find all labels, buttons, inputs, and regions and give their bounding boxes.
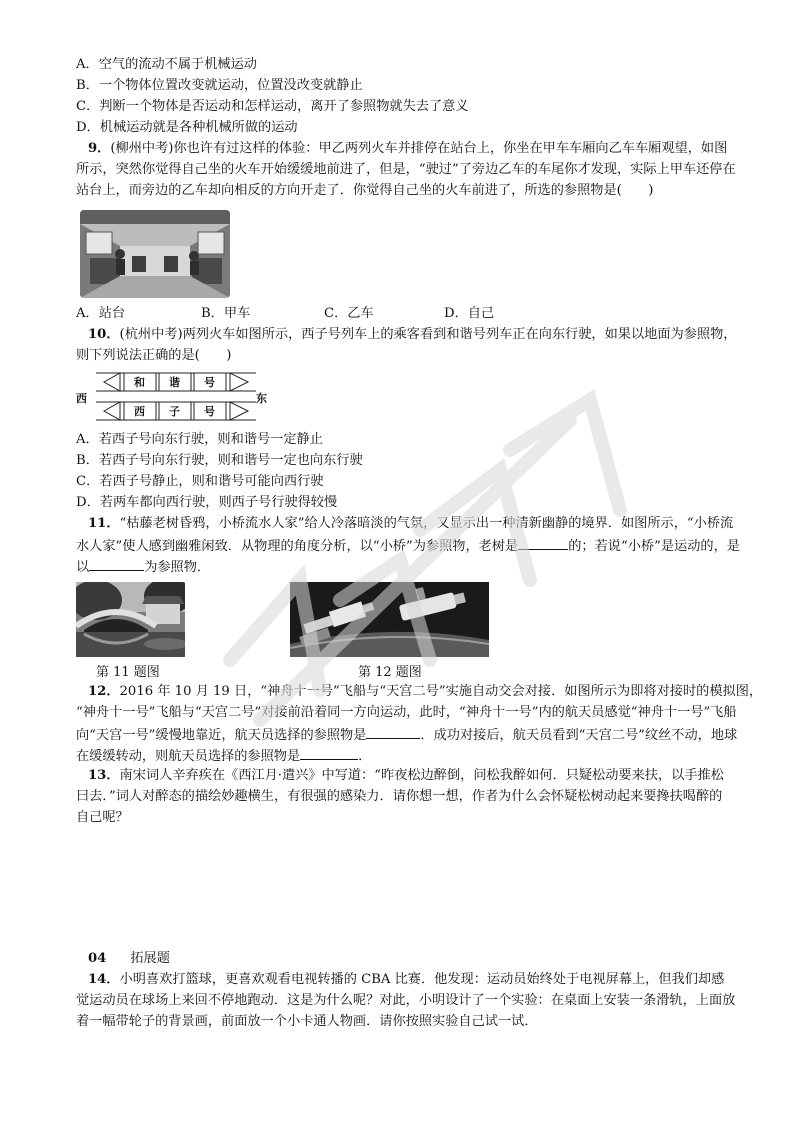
q13-line-1 xyxy=(88,766,724,786)
q14-line-3: 着一幅带轮子的背景画，前面放一个小卡通人物画．请你按照实验自己试一试． xyxy=(76,1014,538,1029)
q9-options xyxy=(76,304,494,324)
train-bottom-car-2: 子 xyxy=(169,405,180,418)
q12-line-2: “神舟十一号”飞船与“天宫二号”对接前沿着同一方向运动，此时，“神舟十一号”内的航天员感觉“神舟十一号”飞船 xyxy=(76,705,737,720)
q11-line-1 xyxy=(88,514,733,534)
q12-text-3a: 向“天宫一号”缓慢地靠近，航天员选择的参照物是 xyxy=(76,728,367,743)
section-04-heading xyxy=(88,949,170,969)
q13-number: 13． xyxy=(88,768,120,783)
q14-number: 14． xyxy=(88,972,120,987)
two-trains-diagram xyxy=(76,368,276,428)
q12-text-4b: ． xyxy=(358,749,372,764)
q11-text-3a: 以 xyxy=(76,560,90,575)
q11-line-3 xyxy=(76,556,210,578)
spacecraft-docking-image xyxy=(290,582,489,657)
q8-option-a: A．空气的流动不属于机械运动 xyxy=(76,57,257,72)
q9-line-3: 站台上，而旁边的乙车却向相反的方向开走了．你觉得自己坐的火车前进了，所选的参照物是( ) xyxy=(76,183,654,198)
q12-line-3 xyxy=(76,724,737,746)
q12-line-1 xyxy=(88,682,762,702)
q13-line-2: 曰去．”词人对醉态的描绘妙趣横生，有很强的感染力．请你想一想，作者为什么会怀疑松树动起来要搀扶喝醉的 xyxy=(76,789,723,804)
q12-blank-1[interactable] xyxy=(366,724,420,739)
q9-option-b: B．甲车 xyxy=(201,306,251,321)
q14-text-1: 小明喜欢打篮球，更喜欢观看电视转播的 CBA 比赛．他发现：运动员始终处于电视屏幕上，但我们却感 xyxy=(119,972,725,987)
q12-figure-caption: 第 12 题图 xyxy=(358,665,422,680)
train-top-car-2: 谐 xyxy=(169,376,180,389)
q12-text-1: 2016 年 10 月 19 日，“神舟十一号”飞船与“天宫二号”实施自动交会对接．如图所示为即将对接时的模拟图， xyxy=(119,684,763,699)
q10-option-d: D．若两车都向西行驶，则西子号行驶得较慢 xyxy=(76,495,338,510)
q10-option-b: B．若西子号向东行驶，则和谐号一定也向东行驶 xyxy=(76,453,363,468)
q12-text-4a: 在缓缓转动，则航天员选择的参照物是 xyxy=(76,749,301,764)
q11-line-2 xyxy=(76,535,740,557)
q10-line-1 xyxy=(88,325,736,345)
train-interior-image xyxy=(80,210,230,298)
q10-option-a: A．若西子号向东行驶，则和谐号一定静止 xyxy=(76,432,323,447)
q13-text-1: 南宋词人辛弃疾在《西江月·遣兴》中写道：“昨夜松边醉倒，问松我醉如何．只疑松动要来扶，以手推松 xyxy=(119,768,724,783)
east-label: 东 xyxy=(256,392,267,405)
west-label: 西 xyxy=(76,392,87,405)
q11-text-2b: 的；若说“小桥”是运动的，是 xyxy=(568,539,740,554)
q11-text-2a: 水人家”使人感到幽雅闲致．从物理的角度分析，以“小桥”为参照物，老树是 xyxy=(76,539,519,554)
train-bottom-car-1: 西 xyxy=(134,405,145,418)
q9-option-d: D．自己 xyxy=(444,306,495,321)
train-bottom-car-3: 号 xyxy=(204,405,215,418)
q11-figure-caption: 第 11 题图 xyxy=(96,665,160,680)
q11-text-3b: 为参照物． xyxy=(144,560,211,575)
q11-text-1: “枯藤老树昏鸦，小桥流水人家”给人冷落暗淡的气氛，又显示出一种清新幽静的境界．如图所示，“小桥流 xyxy=(119,516,734,531)
q8-option-d: D．机械运动就是各种机械所做的运动 xyxy=(76,120,298,135)
q12-number: 12． xyxy=(88,684,120,699)
q10-line-2: 则下列说法正确的是( ) xyxy=(76,348,232,363)
q10-option-c: C．若西子号静止，则和谐号可能向西行驶 xyxy=(76,474,324,489)
q9-line-1 xyxy=(88,139,727,159)
q9-text-1: (柳州中考)你也许有过这样的体验：甲乙两列火车并排停在站台上，你坐在甲车车厢向乙车车厢观望，如图 xyxy=(110,141,728,156)
q8-option-b: B．一个物体位置改变就运动，位置没改变就静止 xyxy=(76,78,363,93)
q9-option-a: A．站台 xyxy=(76,306,126,321)
q9-line-2: 所示，突然你觉得自己坐的火车开始缓缓地前进了，但是，“驶过”了旁边乙车的车尾你才发现，实际上甲车还停在 xyxy=(76,162,736,177)
q14-line-1 xyxy=(88,970,724,990)
train-top-car-1: 和 xyxy=(134,376,145,389)
q9-number: 9． xyxy=(88,141,111,156)
q12-line-4 xyxy=(76,745,371,767)
q13-line-3: 自己呢？ xyxy=(76,810,129,825)
q12-blank-2[interactable] xyxy=(300,745,358,760)
q8-option-c: C．判断一个物体是否运动和怎样运动，离开了参照物就失去了意义 xyxy=(76,99,469,114)
q9-option-c: C．乙车 xyxy=(324,306,374,321)
section-number: 04 xyxy=(88,951,107,966)
train-top-car-3: 号 xyxy=(204,376,215,389)
q11-blank-1[interactable] xyxy=(518,535,568,550)
q12-text-3b: ．成功对接后，航天员看到“天宫二号”纹丝不动，地球 xyxy=(420,728,738,743)
q14-line-2: 觉运动员在球场上来回不停地跑动．这是为什么呢？对此，小明设计了一个实验：在桌面上安装一条滑轨，上面放 xyxy=(76,993,736,1008)
q10-text-1: (杭州中考)两列火车如图所示，西子号列车上的乘客看到和谐号列车正在向东行驶，如果以地面为参照物， xyxy=(119,327,737,342)
q10-number: 10． xyxy=(88,327,120,342)
q11-number: 11． xyxy=(88,516,120,531)
q11-blank-2[interactable] xyxy=(89,556,144,571)
section-title: 拓展题 xyxy=(130,951,170,966)
bridge-photo xyxy=(76,582,185,657)
